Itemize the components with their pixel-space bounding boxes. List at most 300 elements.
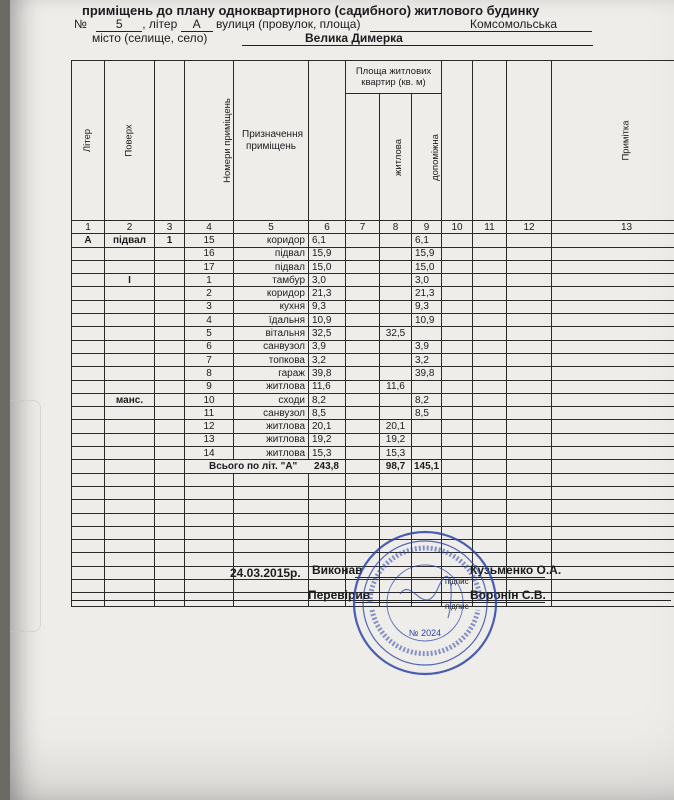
cell-room-number: 15 (185, 234, 234, 247)
cell-self-built (507, 353, 552, 366)
cell-notes (552, 393, 674, 406)
cell-room-number: 13 (185, 433, 234, 446)
col-header-apt-auxiliary: допоміжна (412, 94, 442, 221)
cell-apartment (155, 327, 185, 340)
cell-self-built (507, 340, 552, 353)
cell-summer (442, 287, 473, 300)
table-row (72, 340, 674, 353)
table-row (72, 420, 674, 433)
cell-room-number: 5 (185, 327, 234, 340)
column-numbers-row (72, 221, 674, 234)
column-number: 4 (185, 221, 234, 234)
totals-row (72, 460, 674, 473)
cell-room-number: 10 (185, 393, 234, 406)
cell-room-number: 9 (185, 380, 234, 393)
street-underline (370, 31, 592, 32)
checker-name: Воронін С.В. (470, 588, 546, 602)
cell-living-area: 32,5 (380, 327, 412, 340)
cell-self-built (507, 407, 552, 420)
cell-summer (442, 340, 473, 353)
table-row (72, 447, 674, 460)
col-header-apartments (155, 61, 185, 221)
cell-purpose: житлова (234, 433, 309, 446)
cell-auxiliary-area: 15,9 (412, 247, 442, 260)
cell-total-area: 3,9 (309, 340, 346, 353)
cell-apartment (155, 420, 185, 433)
cell-self-built (507, 287, 552, 300)
cell-litera (72, 380, 105, 393)
cell-total-area: 15,3 (309, 447, 346, 460)
totals-total-area: 243,8 (313, 460, 339, 472)
column-number: 11 (473, 221, 507, 234)
cell-floor (105, 380, 155, 393)
cell-litera (72, 260, 105, 273)
cell-auxiliary-area (412, 447, 442, 460)
column-number: 10 (442, 221, 473, 234)
cell-total-area: 3,2 (309, 353, 346, 366)
cell-purpose: гараж (234, 367, 309, 380)
cell-auxiliary-area: 21,3 (412, 287, 442, 300)
cell-self-built (507, 393, 552, 406)
page-crease (10, 400, 41, 632)
cell-litera (72, 287, 105, 300)
column-number: 1 (72, 221, 105, 234)
cell-summer (442, 327, 473, 340)
cell-common-use (473, 420, 507, 433)
rooms-body (72, 234, 674, 460)
stamp-number: № 2024 (408, 628, 442, 638)
column-number: 5 (234, 221, 309, 234)
cell-room-number: 3 (185, 300, 234, 313)
cell-common-use (473, 433, 507, 446)
cell-apt-total (346, 367, 380, 380)
cell-living-area (380, 314, 412, 327)
col-header-living-group: Площа житлових квартир (кв. м) (346, 61, 442, 94)
executed-label: Виконав (312, 563, 363, 577)
cell-litera (72, 433, 105, 446)
litera-label: , літер (142, 17, 178, 31)
cell-notes (552, 247, 674, 260)
cell-apt-total (346, 340, 380, 353)
cell-living-area: 11,6 (380, 380, 412, 393)
cell-total-area: 9,3 (309, 300, 346, 313)
cell-total-area: 8,2 (309, 393, 346, 406)
col-header-summer (442, 61, 473, 221)
cell-purpose: коридор (234, 234, 309, 247)
table-row (72, 407, 674, 420)
cell-purpose: їдальня (234, 314, 309, 327)
cell-apt-total (346, 300, 380, 313)
cell-floor (105, 327, 155, 340)
cell-summer (442, 260, 473, 273)
checker-sign-label: підпис (445, 602, 469, 611)
cell-litera (72, 300, 105, 313)
executor-name: Кузьменко О.А. (470, 563, 562, 577)
cell-apt-total (346, 353, 380, 366)
cell-auxiliary-area: 9,3 (412, 300, 442, 313)
street-name: Комсомольська (470, 17, 558, 31)
cell-apartment (155, 407, 185, 420)
cell-auxiliary-area: 3,0 (412, 274, 442, 287)
cell-notes (552, 260, 674, 273)
cell-apartment (155, 433, 185, 446)
cell-living-area (380, 274, 412, 287)
cell-living-area (380, 393, 412, 406)
cell-purpose: житлова (234, 447, 309, 460)
cell-summer (442, 380, 473, 393)
cell-apt-total (346, 407, 380, 420)
cell-common-use (473, 380, 507, 393)
table-row (72, 287, 674, 300)
cell-floor (105, 420, 155, 433)
col-header-common-use (473, 61, 507, 221)
cell-summer (442, 247, 473, 260)
cell-purpose: топкова (234, 353, 309, 366)
cell-floor: I (105, 274, 155, 287)
cell-auxiliary-area (412, 380, 442, 393)
cell-total-area: 3,0 (309, 274, 346, 287)
cell-self-built (507, 314, 552, 327)
cell-common-use (473, 300, 507, 313)
cell-room-number: 11 (185, 407, 234, 420)
cell-notes (552, 420, 674, 433)
column-number: 13 (552, 221, 674, 234)
col-header-apt-living: житлова (380, 94, 412, 221)
cell-common-use (473, 340, 507, 353)
cell-apartment (155, 380, 185, 393)
cell-apartment (155, 393, 185, 406)
cell-total-area: 8,5 (309, 407, 346, 420)
column-number: 8 (380, 221, 412, 234)
cell-summer (442, 407, 473, 420)
litera-value: А (181, 17, 213, 32)
cell-summer (442, 393, 473, 406)
cell-self-built (507, 274, 552, 287)
cell-apt-total (346, 433, 380, 446)
cell-notes (552, 340, 674, 353)
cell-notes (552, 314, 674, 327)
column-number: 3 (155, 221, 185, 234)
rooms-table (71, 60, 674, 607)
cell-summer (442, 300, 473, 313)
cell-litera (72, 447, 105, 460)
house-number: 5 (96, 17, 142, 32)
cell-apt-total (346, 380, 380, 393)
cell-notes (552, 300, 674, 313)
cell-room-number: 4 (185, 314, 234, 327)
cell-apartment (155, 247, 185, 260)
cell-summer (442, 420, 473, 433)
cell-room-number: 8 (185, 367, 234, 380)
cell-apartment (155, 287, 185, 300)
official-stamp (350, 528, 500, 678)
cell-floor (105, 300, 155, 313)
col-header-litera: Літер (72, 61, 105, 221)
col-header-total-area (309, 61, 346, 221)
cell-floor (105, 353, 155, 366)
cell-litera (72, 340, 105, 353)
cell-apartment (155, 314, 185, 327)
table-row (72, 260, 674, 273)
cell-apartment (155, 367, 185, 380)
cell-purpose: вітальня (234, 327, 309, 340)
column-number: 9 (412, 221, 442, 234)
cell-summer (442, 447, 473, 460)
table-row (72, 327, 674, 340)
cell-common-use (473, 353, 507, 366)
cell-total-area: 11,6 (309, 380, 346, 393)
cell-apt-total (346, 274, 380, 287)
cell-room-number: 14 (185, 447, 234, 460)
cell-litera: А (72, 234, 105, 247)
cell-floor (105, 340, 155, 353)
cell-auxiliary-area: 15,0 (412, 260, 442, 273)
street-label: вулиця (провулок, площа) (215, 17, 361, 31)
cell-common-use (473, 247, 507, 260)
cell-litera (72, 393, 105, 406)
address-line (74, 17, 360, 32)
cell-room-number: 7 (185, 353, 234, 366)
cell-summer (442, 274, 473, 287)
cell-floor: підвал (105, 234, 155, 247)
cell-auxiliary-area: 3,9 (412, 340, 442, 353)
table-row (72, 247, 674, 260)
cell-room-number: 17 (185, 260, 234, 273)
cell-total-area: 39,8 (309, 367, 346, 380)
cell-auxiliary-area (412, 327, 442, 340)
cell-living-area (380, 300, 412, 313)
cell-total-area: 6,1 (309, 234, 346, 247)
cell-notes (552, 327, 674, 340)
cell-apartment: 1 (155, 234, 185, 247)
cell-room-number: 6 (185, 340, 234, 353)
cell-purpose: тамбур (234, 274, 309, 287)
cell-notes (552, 234, 674, 247)
cell-common-use (473, 234, 507, 247)
cell-apartment (155, 447, 185, 460)
cell-common-use (473, 314, 507, 327)
cell-apt-total (346, 234, 380, 247)
cell-total-area: 32,5 (309, 327, 346, 340)
cell-floor (105, 433, 155, 446)
cell-purpose: житлова (234, 420, 309, 433)
cell-apt-total (346, 287, 380, 300)
cell-litera (72, 353, 105, 366)
table-row (72, 274, 674, 287)
cell-total-area: 15,0 (309, 260, 346, 273)
cell-living-area (380, 260, 412, 273)
cell-living-area: 15,3 (380, 447, 412, 460)
empty-row (72, 486, 674, 499)
cell-purpose: сходи (234, 393, 309, 406)
col-header-self-built (507, 61, 552, 221)
cell-apt-total (346, 420, 380, 433)
cell-common-use (473, 393, 507, 406)
city-label: місто (селище, село) (92, 31, 208, 45)
cell-floor (105, 407, 155, 420)
cell-living-area (380, 247, 412, 260)
column-number: 6 (309, 221, 346, 234)
cell-apt-total (346, 327, 380, 340)
cell-auxiliary-area: 8,5 (412, 407, 442, 420)
cell-auxiliary-area: 6,1 (412, 234, 442, 247)
cell-self-built (507, 300, 552, 313)
col-header-floor: Поверх (105, 61, 155, 221)
cell-total-area: 10,9 (309, 314, 346, 327)
cell-living-area (380, 234, 412, 247)
cell-summer (442, 314, 473, 327)
cell-total-area: 20,1 (309, 420, 346, 433)
cell-auxiliary-area (412, 420, 442, 433)
table-row (72, 393, 674, 406)
cell-self-built (507, 367, 552, 380)
cell-common-use (473, 260, 507, 273)
table-row (72, 367, 674, 380)
cell-notes (552, 367, 674, 380)
cell-apartment (155, 260, 185, 273)
cell-common-use (473, 287, 507, 300)
cell-summer (442, 353, 473, 366)
cell-floor (105, 247, 155, 260)
cell-litera (72, 420, 105, 433)
cell-living-area (380, 353, 412, 366)
cell-purpose: житлова (234, 380, 309, 393)
cell-apt-total (346, 393, 380, 406)
cell-room-number: 16 (185, 247, 234, 260)
number-label: № (74, 17, 87, 31)
cell-self-built (507, 234, 552, 247)
table-row (72, 314, 674, 327)
empty-row (72, 500, 674, 513)
cell-living-area: 19,2 (380, 433, 412, 446)
empty-row (72, 513, 674, 526)
cell-summer (442, 234, 473, 247)
cell-auxiliary-area: 3,2 (412, 353, 442, 366)
cell-self-built (507, 260, 552, 273)
cell-apt-total (346, 247, 380, 260)
col-header-apt-total (346, 94, 380, 221)
cell-room-number: 12 (185, 420, 234, 433)
cell-self-built (507, 380, 552, 393)
cell-self-built (507, 247, 552, 260)
cell-notes (552, 407, 674, 420)
cell-common-use (473, 447, 507, 460)
city-underline (242, 45, 593, 46)
col-header-purpose: Призначення приміщень (234, 61, 309, 221)
cell-living-area (380, 287, 412, 300)
cell-purpose: кухня (234, 300, 309, 313)
cell-summer (442, 367, 473, 380)
col-header-rooms: Номери приміщень (185, 61, 234, 221)
cell-total-area: 21,3 (309, 287, 346, 300)
cell-purpose: санвузол (234, 340, 309, 353)
cell-common-use (473, 274, 507, 287)
header-row (72, 61, 674, 94)
cell-notes (552, 433, 674, 446)
cell-notes (552, 353, 674, 366)
table-row (72, 300, 674, 313)
cell-apartment (155, 300, 185, 313)
cell-common-use (473, 327, 507, 340)
cell-living-area (380, 367, 412, 380)
cell-common-use (473, 367, 507, 380)
cell-notes (552, 274, 674, 287)
cell-total-area: 15,9 (309, 247, 346, 260)
cell-living-area (380, 407, 412, 420)
table-row (72, 234, 674, 247)
cell-litera (72, 247, 105, 260)
cell-apartment (155, 340, 185, 353)
cell-floor (105, 314, 155, 327)
cell-apartment (155, 353, 185, 366)
cell-living-area (380, 340, 412, 353)
document-page (10, 0, 674, 800)
totals-living: 98,7 (380, 460, 412, 473)
cell-auxiliary-area: 10,9 (412, 314, 442, 327)
cell-litera (72, 407, 105, 420)
cell-summer (442, 433, 473, 446)
cell-litera (72, 367, 105, 380)
cell-auxiliary-area: 8,2 (412, 393, 442, 406)
cell-living-area: 20,1 (380, 420, 412, 433)
cell-apt-total (346, 314, 380, 327)
column-number: 2 (105, 221, 155, 234)
cell-purpose: підвал (234, 247, 309, 260)
cell-floor (105, 260, 155, 273)
column-number: 12 (507, 221, 552, 234)
column-number: 7 (346, 221, 380, 234)
document-title: приміщень до плану одноквартирного (садибного) житлового будинку (82, 3, 540, 18)
cell-notes (552, 447, 674, 460)
cell-purpose: коридор (234, 287, 309, 300)
table-row (72, 353, 674, 366)
cell-room-number: 2 (185, 287, 234, 300)
cell-common-use (473, 407, 507, 420)
cell-self-built (507, 327, 552, 340)
totals-label: Всього по літ. "А" 243,8 (185, 460, 346, 473)
executor-sign-label: підпис (445, 577, 469, 586)
cell-floor: манс. (105, 393, 155, 406)
date: 24.03.2015р. (230, 566, 301, 580)
col-header-notes: Примітка (552, 61, 674, 221)
city-name: Велика Димерка (305, 31, 403, 45)
cell-apt-total (346, 447, 380, 460)
table-row (72, 380, 674, 393)
empty-row (72, 473, 674, 486)
cell-room-number: 1 (185, 274, 234, 287)
cell-litera (72, 314, 105, 327)
cell-apt-total (346, 260, 380, 273)
cell-litera (72, 274, 105, 287)
table-row (72, 433, 674, 446)
cell-auxiliary-area: 39,8 (412, 367, 442, 380)
cell-floor (105, 287, 155, 300)
cell-notes (552, 287, 674, 300)
totals-auxiliary: 145,1 (412, 460, 442, 473)
cell-floor (105, 447, 155, 460)
cell-purpose: підвал (234, 260, 309, 273)
cell-self-built (507, 433, 552, 446)
cell-notes (552, 380, 674, 393)
cell-purpose: санвузол (234, 407, 309, 420)
cell-litera (72, 327, 105, 340)
cell-self-built (507, 420, 552, 433)
cell-total-area: 19,2 (309, 433, 346, 446)
cell-self-built (507, 447, 552, 460)
cell-auxiliary-area (412, 433, 442, 446)
cell-floor (105, 367, 155, 380)
cell-apartment (155, 274, 185, 287)
